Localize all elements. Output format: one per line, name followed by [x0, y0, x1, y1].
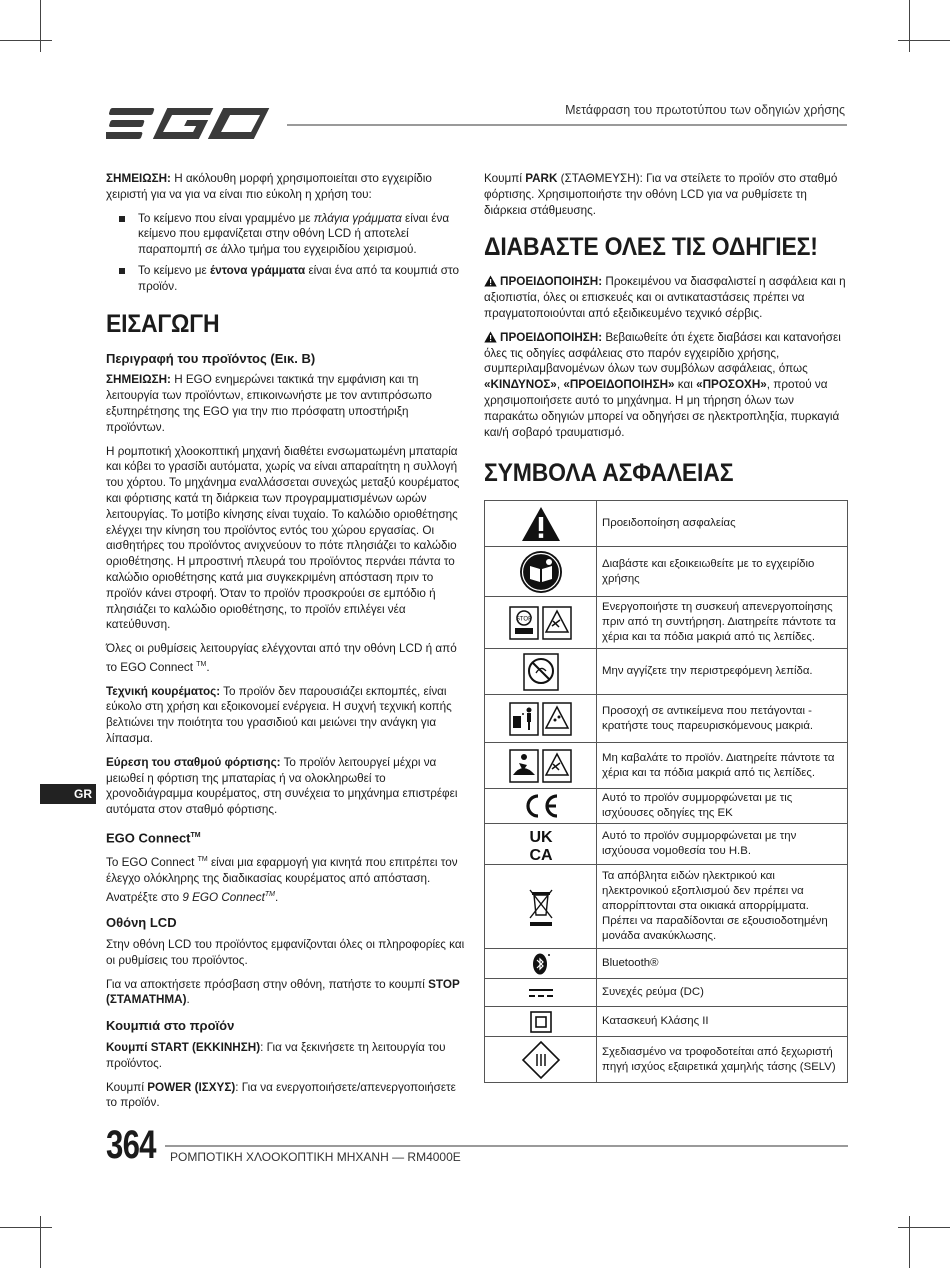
ego-logo — [106, 104, 276, 144]
para-text: Όλες οι ρυθμίσεις λειτουργίας ελέγχονται από την οθόνη LCD ή από το EGO Connect — [106, 642, 457, 674]
symbol-description: Τα απόβλητα ειδών ηλεκτρικού και ηλεκτρονικού εξοπλισμού δεν πρέπει να απορρίπτονται στα οικιακά απορρίμματα. Πρέπει να παραδίδονται σε εξουσιοδοτημένη μονάδα ανακύκλωσης. — [597, 865, 848, 949]
desc-heading: Περιγραφή του προϊόντος (Εικ. Β) — [106, 350, 316, 366]
symbol-cell — [485, 649, 597, 695]
signal-word: «ΠΡΟΣΟΧΗ» — [696, 378, 767, 392]
symbol-description: Διαβάστε και εξοικειωθείτε με το εγχειρίδιο χρήσης — [597, 547, 848, 597]
format-note — [106, 171, 468, 203]
class-ii-icon — [530, 1011, 552, 1033]
warning-triangle-icon — [484, 331, 497, 343]
symbol-cell — [485, 824, 597, 865]
symbol-description: Μην αγγίζετε την περιστρεφόμενη λεπίδα. — [597, 649, 848, 695]
list-item — [106, 211, 468, 258]
symbol-description: Προειδοποίηση ασφαλείας — [597, 501, 848, 547]
table-row — [485, 547, 848, 597]
intro-heading: ΕΙΣΑΓΩΓΗ — [106, 309, 220, 338]
symbols-heading: ΣΥΜΒΟΛΑ ΑΣΦΑΛΕΙΑΣ — [484, 459, 734, 488]
station-label: Εύρεση του σταθμού φόρτισης: — [106, 755, 281, 769]
para-text: . — [186, 993, 190, 1007]
no-touch-blade-icon — [523, 653, 559, 691]
table-row — [485, 1007, 848, 1037]
park-paragraph — [484, 171, 848, 218]
bullet-square-icon — [119, 268, 125, 274]
read-heading: ΔΙΑΒΑΣΤΕ ΟΛΕΣ ΤΙΣ ΟΔΗΓΙΕΣ! — [484, 233, 818, 262]
station-paragraph — [106, 755, 468, 818]
crop-mark — [898, 1227, 950, 1228]
para-text: είναι μια εφαρμογή για κινητά που επιτρέπει τον έλεγχο ολόκληρης της διαδικασίας κουρέματος από απόσταση. Ανατρέξτε στο — [106, 856, 458, 904]
warning-label: ΠΡΟΕΙΔΟΠΟΙΗΣΗ: — [500, 275, 603, 289]
page-number: 364 — [106, 1123, 156, 1167]
list-item — [106, 263, 468, 295]
symbol-cell — [485, 1007, 597, 1037]
crop-mark — [0, 40, 52, 41]
park-button-label: PARK — [525, 172, 558, 185]
para-text: Για να αποκτήσετε πρόσβαση στην οθόνη, πατήστε το κουμπί — [106, 977, 429, 991]
symbol-cell — [485, 1037, 597, 1083]
table-row — [485, 865, 848, 949]
bullet-square-icon — [119, 216, 125, 222]
power-button-label: POWER (ΙΣΧΥΣ) — [147, 1080, 236, 1094]
thrown-objects-icon — [509, 702, 573, 736]
start-paragraph — [106, 1040, 468, 1072]
bullet-text: είναι ένα από τα κουμπιά στο προϊόν. — [138, 263, 459, 293]
bold-sample: έντονα γράμματα — [209, 263, 306, 277]
settings-paragraph — [106, 641, 468, 675]
connect-heading — [106, 828, 468, 846]
para-text: . — [275, 890, 279, 904]
table-row — [485, 695, 848, 743]
table-row — [485, 789, 848, 824]
symbol-cell — [485, 501, 597, 547]
desc-note — [106, 372, 468, 435]
cutting-paragraph — [106, 684, 468, 747]
language-tab: GR — [40, 784, 96, 804]
desc-paragraph: Η ρομποτική χλοοκοπτική μηχανή διαθέτει ενσωματωμένη μπαταρία και κόβει το γρασίδι αυτόματα, χωρίς να είναι απαραίτητη η συλλογή του χόρτου. Το μηχάνημα εναλλάσσεται συνεχώς μεταξύ κουρέματος και φόρτισης κατά τη διάρκεια των προγραμματισμένων ωρών λειτουργίας. Το μοτίβο κίνησης είναι τυχαίο. Το καλώδιο οριοθέτησης ελέγχει την κίνηση του προϊόντος εντός του χώρου εργασίας. Οι αισθητήρες του προϊόντος ανιχνεύουν το πότε πλησιάζει το καλώδιο οριοθέτησης. Η μπροστινή πλευρά του προϊόντος περνάει πάντα το καλώδιο οριοθέτησης κατά μια συγκεκριμένη απόσταση πριν το προϊόν κάνει στροφή. Όταν το προϊόν προσκρούει σε εμπόδιο ή πλησιάζει το καλώδιο οριοθέτησης, το προϊόν επιλέγει νέα κατεύθυνση. — [106, 444, 460, 632]
warning-paragraph-2 — [484, 330, 848, 441]
svg-text:CA: CA — [528, 847, 553, 863]
symbol-cell — [485, 979, 597, 1007]
tm-mark: TM — [190, 831, 201, 839]
table-row — [485, 949, 848, 979]
italic-sample: πλάγια γράμματα — [313, 211, 402, 225]
para-text: . — [206, 660, 210, 674]
connect-reference: 9 EGO Connect — [182, 890, 265, 904]
warning-triangle-icon — [484, 275, 497, 287]
lcd-heading: Οθόνη LCD — [106, 915, 177, 931]
selv-icon — [521, 1040, 561, 1080]
header-title: Μετάφραση του πρωτοτύπου των οδηγιών χρήσης — [565, 103, 845, 117]
warning-triangle-icon — [521, 506, 561, 542]
power-paragraph — [106, 1080, 468, 1112]
symbol-description: Μη καβαλάτε το προϊόν. Διατηρείτε πάντοτε τα χέρια και τα πόδια μακριά από τις λεπίδες. — [597, 743, 848, 789]
tm-mark: TM — [197, 856, 208, 864]
crop-mark — [909, 1216, 910, 1268]
tm-mark: TM — [196, 660, 207, 668]
weee-bin-icon — [527, 887, 555, 927]
safety-symbols-table — [484, 500, 848, 1083]
para-text: , προτού να χρησιμοποιήσετε αυτό το μηχάνημα. Η μη τήρηση όλων των παρακάτω οδηγιών μπορεί να οδηγήσει σε ηλεκτροπληξία, πυρκαγιά και/ή σοβαρό τραυματισμό. — [484, 378, 840, 439]
left-column — [106, 171, 468, 1119]
para-text: Προκειμένου να διασφαλιστεί η ασφάλεια και η αξιοπιστία, όλες οι επισκευές και οι αντικαταστάσεις πρέπει να πραγματοποιούνται από εξειδικευμένο τεχνικό σέρβις. — [484, 275, 846, 320]
crop-mark — [0, 1227, 52, 1228]
heading-text: EGO Connect — [106, 830, 191, 846]
connect-paragraph — [106, 852, 468, 905]
footer-rule — [165, 1145, 848, 1147]
signal-word: «ΚΙΝΔΥΝΟΣ» — [484, 378, 557, 392]
lcd-access-paragraph — [106, 977, 468, 1009]
note-text: Η EGO ενημερώνει τακτικά την εμφάνιση και τη λειτουργία των προϊόντων, επικοινωνήστε με τον αντιπρόσωπο εξυπηρέτησης της EGO για την πιο πρόσφατη υποστήριξη προϊόντων. — [106, 373, 432, 434]
table-row — [485, 1037, 848, 1083]
warning-paragraph-1 — [484, 274, 848, 321]
symbol-description: Κατασκευή Κλάσης II — [597, 1007, 848, 1037]
direct-current-icon — [528, 986, 554, 1000]
lcd-paragraph: Στην οθόνη LCD του προϊόντος εμφανίζονται όλες οι πληροφορίες και οι ρυθμίσεις του προϊόντος. — [106, 938, 465, 967]
note-text: Η ακόλουθη μορφή χρησιμοποιείται στο εγχειρίδιο χειριστή για να για να είναι πιο εύκολη η χρήση του: — [106, 172, 432, 201]
start-button-label: Κουμπί START (ΕΚΚΙΝΗΣΗ) — [106, 1041, 261, 1055]
cutting-label: Τεχνική κουρέματος: — [106, 684, 221, 698]
para-text: και — [674, 378, 697, 392]
footer-title: ΡΟΜΠΟΤΙΚΗ ΧΛΟΟΚΟΠΤΙΚΗ ΜΗΧΑΝΗ — RM4000E — [170, 1150, 461, 1164]
para-text: : Για να ενεργοποιήσετε/απενεργοποιήσετε το προϊόν. — [106, 1080, 456, 1110]
crop-mark — [909, 0, 910, 52]
para-text: Το προϊόν δεν παρουσιάζει εκπομπές, είναι εύκολο στη χρήση και εξοικονομεί ενέργεια. Η συχνή τεχνική κοπής βελτιώνει την ποιότητα του γρασιδιού και μειώνει την ανάγκη για λίπασμα. — [106, 684, 452, 745]
no-riding-icon — [509, 749, 573, 783]
para-text: Κουμπί — [484, 172, 526, 185]
crop-mark — [898, 40, 950, 41]
para-text: Βεβαιωθείτε ότι έχετε διαβάσει και κατανοήσει όλες τις οδηγίες ασφάλειας στο παρόν εγχειρίδιο χρήσης, συμπεριλαμβανομένων όλων των συμβόλων ασφάλειας, όπως — [484, 330, 841, 376]
note-label: ΣΗΜΕΙΩΣΗ: — [106, 172, 171, 185]
symbol-cell — [485, 865, 597, 949]
para-text: (ΣΤΑΘΜΕΥΣΗ): Για να στείλετε το προϊόν στο σταθμό φόρτισης. Χρησιμοποιήστε την οθόνη LCD για να ρυθμίσετε τη διάρκεια στάθμευσης. — [484, 172, 838, 217]
signal-word: «ΠΡΟΕΙΔΟΠΟΙΗΣΗ» — [563, 378, 675, 392]
tm-mark: TM — [264, 890, 276, 898]
symbol-description: Αυτό το προϊόν συμμορφώνεται με την ισχύουσα νομοθεσία του Η.Β. — [597, 824, 848, 865]
table-row — [485, 597, 848, 649]
svg-text:STOP: STOP — [515, 616, 532, 623]
ukca-mark-icon — [523, 826, 559, 862]
stop-button-label: STOP (ΣΤΑΜΑΤΗΜΑ) — [106, 977, 460, 1007]
para-text: Το EGO Connect — [106, 856, 198, 869]
table-row — [485, 649, 848, 695]
crop-mark — [40, 1216, 41, 1268]
format-list — [106, 211, 468, 295]
symbol-description: Αυτό το προϊόν συμμορφώνεται με τις ισχύουσες οδηγίες της ΕΚ — [597, 789, 848, 824]
table-row — [485, 743, 848, 789]
symbol-cell — [485, 695, 597, 743]
para-text: , — [556, 378, 564, 392]
table-row — [485, 979, 848, 1007]
disable-before-maintenance-icon — [509, 606, 573, 640]
symbol-cell — [485, 597, 597, 649]
bullet-text: είναι ένα κείμενο που εμφανίζεται στην οθόνη LCD ή αποτελεί παραπομπή σε άλλο τμήμα του εγχειριδίου χειρισμού. — [138, 211, 450, 257]
buttons-heading: Κουμπιά στο προϊόν — [106, 1018, 235, 1034]
symbol-description: Προσοχή σε αντικείμενα που πετάγονται - κρατήστε τους παρευρισκόμενους μακριά. — [597, 695, 848, 743]
bullet-text: Το κείμενο που είναι γραμμένο με — [138, 211, 314, 225]
para-text: Το προϊόν λειτουργεί μέχρι να μειωθεί η φόρτιση της μπαταρίας ή να ολοκληρωθεί το χρονοδιάγραμμα κουρέματος, στη συνέχεια το μηχάνημα επιστρέφει αυτόματα στον σταθμό φόρτισης. — [106, 755, 458, 817]
symbol-cell — [485, 547, 597, 597]
symbol-description: Bluetooth® — [597, 949, 848, 979]
warning-label: ΠΡΟΕΙΔΟΠΟΙΗΣΗ: — [500, 330, 603, 344]
ce-mark-icon — [521, 793, 561, 819]
symbol-description: Σχεδιασμένο να τροφοδοτείται από ξεχωριστή πηγή ισχύος εξαιρετικά χαμηλής τάσης (SELV) — [597, 1037, 848, 1083]
svg-text:UK: UK — [528, 829, 553, 847]
right-column — [484, 171, 848, 1083]
bullet-text: Το κείμενο με — [138, 263, 210, 277]
note-label: ΣΗΜΕΙΩΣΗ: — [106, 373, 171, 387]
table-row — [485, 501, 848, 547]
read-manual-icon — [519, 550, 563, 594]
crop-mark — [40, 0, 41, 52]
symbol-cell — [485, 789, 597, 824]
table-row — [485, 824, 848, 865]
para-text: Κουμπί — [106, 1080, 148, 1094]
symbol-description: Ενεργοποιήστε τη συσκευή απενεργοποίησης πριν από τη συντήρηση. Διατηρείτε πάντοτε τα χέρια και τα πόδια μακριά από τις λεπίδες. — [597, 597, 848, 649]
symbol-cell — [485, 743, 597, 789]
bluetooth-icon — [531, 952, 551, 976]
symbol-description: Συνεχές ρεύμα (DC) — [597, 979, 848, 1007]
symbol-cell — [485, 949, 597, 979]
para-text: : Για να ξεκινήσετε τη λειτουργία του προϊόντος. — [106, 1041, 446, 1070]
header-rule — [287, 124, 847, 126]
